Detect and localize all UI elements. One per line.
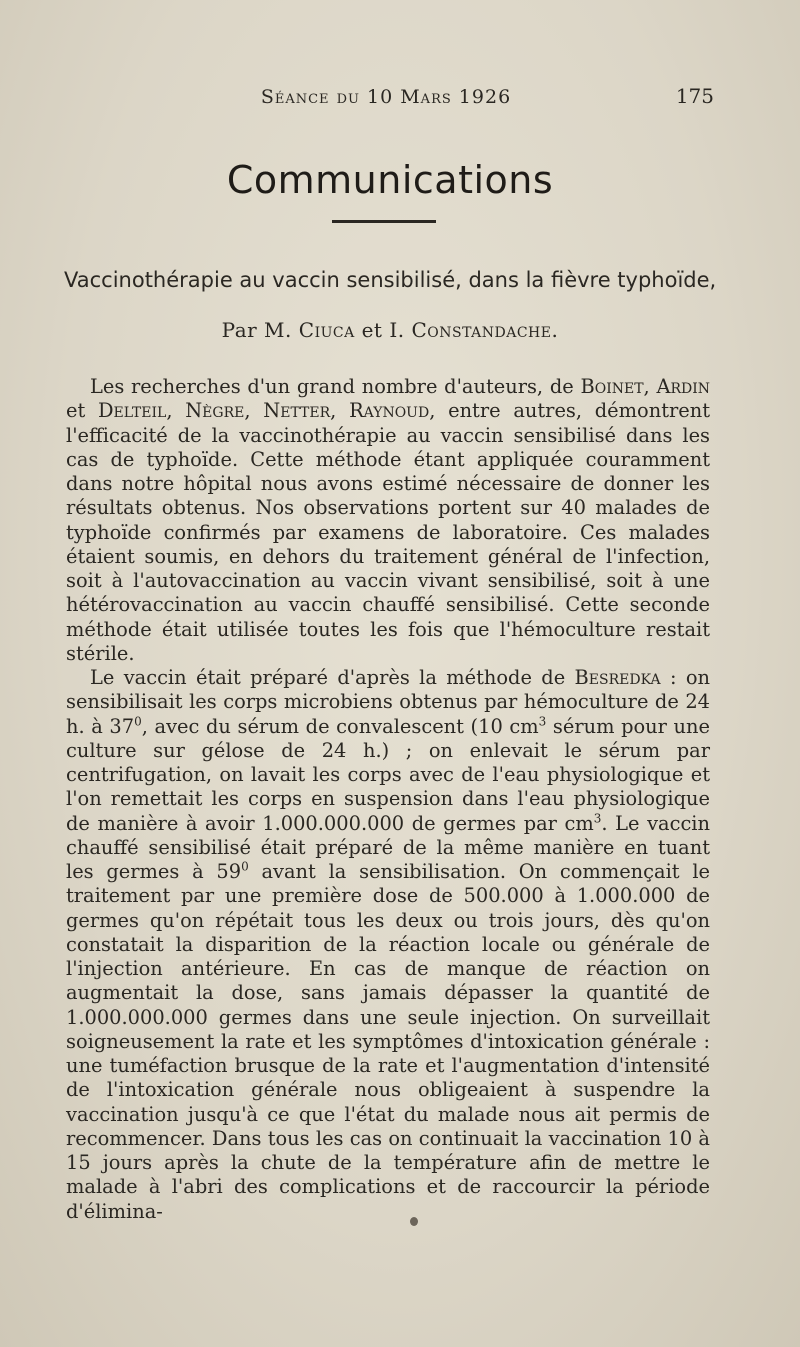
running-title: Séance du 10 Mars 1926 (260, 86, 512, 108)
superscript: 0 (134, 714, 142, 729)
byline-connector: et I. (361, 318, 405, 342)
text-run: , (330, 399, 350, 423)
superscript: 0 (241, 859, 249, 874)
text-run: , (244, 399, 264, 423)
superscript: 3 (593, 811, 602, 826)
text-run: avant la sensibilisation. On commençait le traitement par une première dose de 500.000 à 1.000.000 de germes qu'on répétait tous les deux ou trois jours, dès qu'on constatait la disparition de la réaction locale ou générale de l'injection antérieure. En cas de manque de réaction on augmentait la dose, sans jamais dépasser la quantité de 1.000.000.000 germes dans une seule injection. On surveillait soigneusement la rate et les symptômes d'intoxication générale : une tuméfaction brusque de la rate et l'augmentation d'intensité de l'intoxication générale nous obligeaient à suspendre la vaccination jusqu'à ce que l'état du malade nous ait permis de recommencer. Dans tous les cas on continuait la vaccination 10 à 15 jours après la chute de la température afin de mettre le malade à l'abri des complications et de raccourcir la période d'élimina- (66, 860, 711, 1223)
paragraph (66, 666, 710, 1224)
text-run: Le vaccin était préparé d'après la méthode de (90, 666, 575, 689)
author-name: Raynoud (349, 399, 430, 423)
author-name: Delteil (98, 399, 167, 423)
running-head (0, 86, 800, 114)
text-run: Les recherches d'un grand nombre d'auteurs, de (90, 375, 581, 398)
title-rule (332, 220, 436, 223)
author-name: Boinet (580, 375, 644, 398)
author-ciuca: Ciuca (298, 318, 355, 342)
byline (0, 318, 780, 342)
text-run: et (66, 399, 98, 423)
ink-mark (410, 1217, 418, 1226)
text-run: : on sensibilisait les corps microbiens obtenus par hémoculture de 24 h. à 37 (66, 666, 710, 738)
author-name: Besredka (574, 666, 661, 689)
text-run: sérum pour une culture sur gélose de 24 h.) ; on enlevait le sérum par centrifugation, on lavait les corps avec de l'eau physiologique et l'on remettait les corps en suspension dans l'eau physiologique de manière à avoir 1.000.000.000 de germes par cm (66, 714, 710, 835)
text-run: , (166, 399, 186, 423)
text-run: , avec du sérum de convalescent (10 cm (141, 714, 539, 738)
article-body (66, 375, 710, 1224)
paragraph (66, 375, 710, 666)
page-number: 175 (675, 84, 714, 108)
text-run: , (643, 375, 657, 398)
byline-prefix: Par M. (221, 318, 292, 342)
text-run: . Le vaccin chauffé sensibilisé était préparé de la même manière en tuant les germes à 59 (66, 811, 710, 883)
author-name: Netter (263, 399, 331, 423)
superscript: 3 (538, 714, 547, 729)
text-run: , entre autres, démontrent l'efficacité de la vaccinothérapie au vaccin sensibilisé dans les cas de typhoïde. Cette méthode étant appliquée couramment dans notre hôpital nous avons estimé nécessaire de donner les résultats obtenus. Nos observations portent sur 40 malades de typhoïde confirmés par examens de laboratoire. Ces malades étaient soumis, en dehors du traitement général de l'infection, soit à l'autovaccination au vaccin vivant sensibilisé, soit à une hétérovaccination au vaccin chauffé sensibilisé. Cette seconde méthode était utilisée toutes les fois que l'hémoculture restait stérile. (66, 399, 711, 665)
author-constandache: Constandache. (411, 318, 559, 342)
author-name: Nègre (185, 399, 245, 423)
section-title: Communications (226, 158, 554, 202)
article-title: Vaccinothérapie au vaccin sensibilisé, dans la fièvre typhoïde, (64, 268, 717, 292)
author-name: Ardin (656, 375, 711, 398)
